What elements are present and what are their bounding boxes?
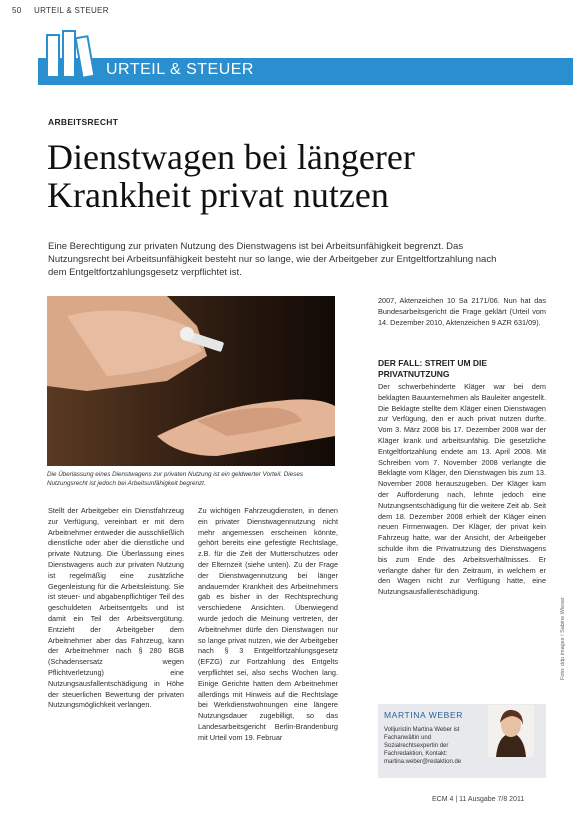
section-subhead: DER FALL: STREIT UM DIE PRIVATNUTZUNG (378, 358, 488, 379)
headline-line-1: Dienstwagen bei längerer (47, 137, 415, 177)
body-column-3: Der schwerbehinderte Kläger war bei dem beklagten Bauunternehmen als Bauleiter angestellt. Die Beklagte stellte dem Kläger einen Dienstwagen zur Verfügung, den er auch privat nutzen durfte. Vom 3. März 2008 bis 17. Dezember 2008 war der Kläger krank und arbeitsunfähig. Die gesetzliche Entgeltfortzahlung endete am 13. April 2008. Mit Schreiben vom 7. November 2008 verlangte die Beklagte vom Kläger, den Dienstwagen bis zum 13. November 2008 herauszugeben. Der Kläger kam der Aufforderung nach, lehnte jedoch eine Nutzungsentschädigung für die weitere Zeit ab. Seit dem 18. Dezember 2008 erhielt der Kläger einen neuen Firmenwagen. Der Kläger, der privat kein Fahrzeug hatte, war der Ansicht, der Arbeitgeber schulde ihm die Privatnutzung des Dienstwagens bis zum Ende des Arbeitsverhältnisses. Er verlangte daher für den Zeitraum, in welchem er den Wagen nicht zur Verfügung hatte, eine Nutzungsausfallentschädigung. (378, 382, 546, 597)
section-label: URTEIL & STEUER (34, 6, 109, 15)
body-column-1: Stellt der Arbeitgeber ein Dienstfahrzeug zur Verfügung, vereinbart er mit dem Arbeitnehmer entweder die ausschließlich dienstliche oder aber die dienstliche und private Nutzung. Die Überlassung eines Dienstwagens auch zur privaten Nutzung ist regelmäßig eine zusätzliche Gegenleistung für die Arbeitsleistung. Sie ist steuer- und abgabenpflichtiger Teil des geschuldeten Arbeitsentgelts und ist damit ein Teil der Arbeitsvergütung. Entzieht der Arbeitgeber dem Arbeitnehmer aber das Fahrzeug, kann der Arbeitnehmer nach § 280 BGB (Schadensersatz wegen Pflichtverletzung) eine Nutzungsausfallentschädigung in Höhe der steuerlichen Bewertung der privaten Nutzungsmöglichkeit verlangen. (48, 506, 184, 710)
author-bio: Volljuristin Martina Weber ist Fachanwältin und Sozialrechtsexpertin der Fachredaktion, Kontakt: martina.weber@redaktion.de (384, 727, 462, 765)
books-icon (40, 26, 100, 84)
page-number: 50 (12, 6, 22, 15)
article-headline (47, 138, 547, 214)
banner-title: URTEIL & STEUER (106, 61, 254, 78)
body-column-2: Zu wichtigen Fahrzeugdiensten, in denen ein privater Dienstwagennutzung nicht mehr angemessen erscheinen könnte, gehört bereits eine gefestigte Rechtslage, z.B. für die Zeit der Mutterschutzes oder der Elternzeit (siehe unten). Zu der Frage der Dienstwagennutzung bei länger andauernder Krankheit des Arbeitnehmers gab es bisher in der Rechtsprechung verschiedene Ansichten. Überwiegend wurde jedoch die Meinung vertreten, der Arbeitnehmer dürfe den Dienstwagen nur so lange privat nutzen, wie der Arbeitgeber nach § 3 Entgeltfortzahlungsgesetz (EFZG) zur Fortzahlung des Entgelts verpflichtet sei, also sechs Wochen lang. Einige Gerichte hatten dem Arbeitnehmer allerdings mit Hinweis auf die Rechtslage bei Werkdienstwohnungen eine längere Nutzungsdauer zugebilligt, so das Landesarbeitsgericht Berlin-Brandenburg mit Urteil vom 19. Februar (198, 506, 338, 742)
article-photo (47, 296, 335, 466)
photo-credit: Foto: ddp images / Sabine Wieser (560, 597, 566, 680)
article-kicker: ARBEITSRECHT (48, 117, 119, 127)
running-header (12, 6, 109, 15)
author-name: MARTINA WEBER (384, 710, 463, 720)
photo-caption: Die Überlassung eines Dienstwagens zur privaten Nutzung ist ein geldwerter Vorteil. Dieses Nutzungsrecht ist jedoch bei Arbeitsunfähigkeit begrenzt. (47, 471, 303, 487)
body-column-3-top: 2007, Aktenzeichen 10 Sa 2171/06. Nun hat das Bundesarbeitsgericht die Frage geklärt (Urteil vom 14. Dezember 2010, Aktenzeichen 9 AZR 631/09). (378, 296, 546, 327)
article-lead: Eine Berechtigung zur privaten Nutzung des Dienstwagens ist bei Arbeitsunfähigkeit begrenzt. Das Nutzungsrecht bei Arbeitsunfähigkeit besteht nur so lange, wie der Arbeitgeber zur Entgeltfortzahlung nach dem Entgeltfortzahlungsgesetz verpflichtet ist. (48, 241, 497, 278)
page-footer: ECM 4 | 11 Ausgabe 7/8 2011 (432, 796, 525, 803)
author-avatar (488, 705, 534, 757)
hand-key-illustration (47, 296, 335, 466)
headline-line-2: Krankheit privat nutzen (47, 175, 389, 215)
